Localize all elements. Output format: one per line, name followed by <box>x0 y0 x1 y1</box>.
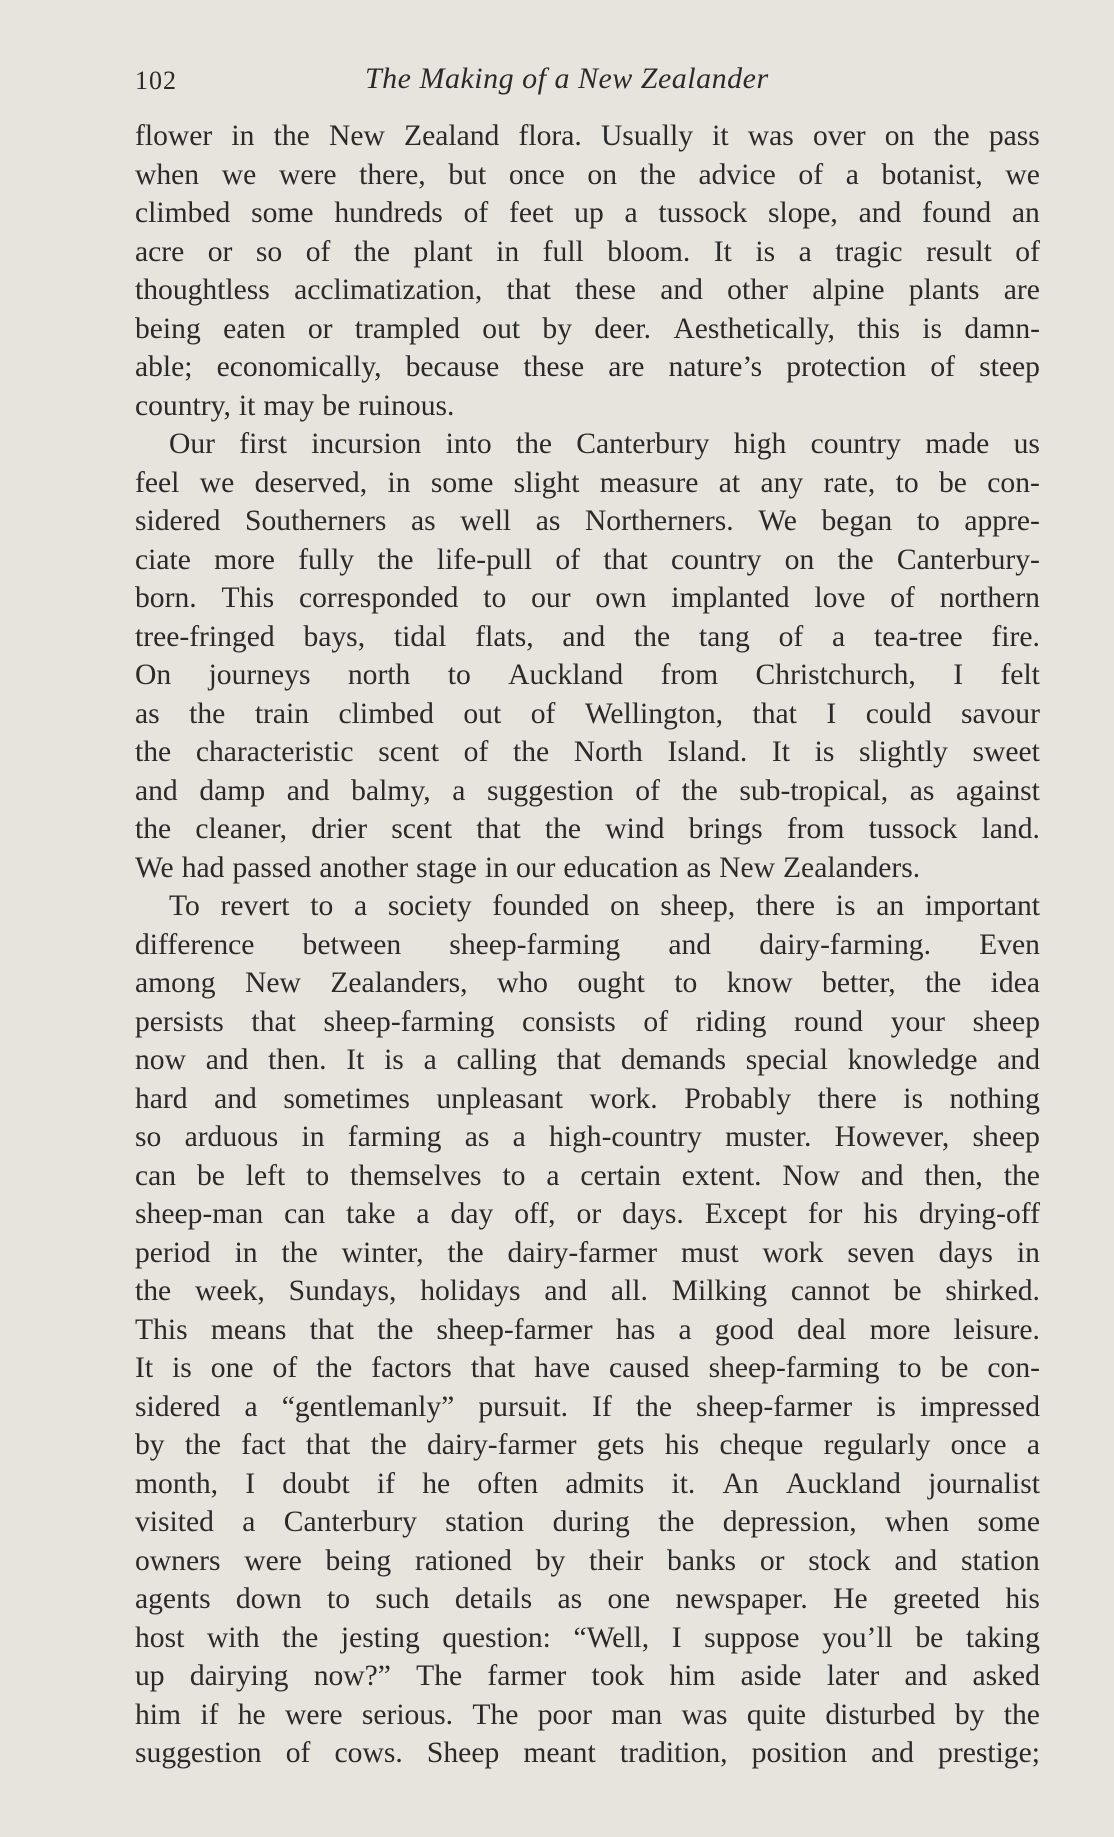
text-line: climbed some hundreds of feet up a tussock slope, and found an <box>135 197 1040 229</box>
text-line: up dairying now?” The farmer took him aside later and asked <box>135 1660 1040 1692</box>
text-line: the week, Sundays, holidays and all. Milking cannot be shirked. <box>135 1275 1040 1307</box>
text-line: the characteristic scent of the North Island. It is slightly sweet <box>135 736 1040 768</box>
text-line: To revert to a society founded on sheep, there is an important <box>169 890 1040 922</box>
text-line: the cleaner, drier scent that the wind brings from tussock land. <box>135 813 1040 845</box>
text-line: him if he were serious. The poor man was quite disturbed by the <box>135 1698 1040 1731</box>
text-line: host with the jesting question: “Well, I suppose you’ll be taking <box>135 1621 1040 1654</box>
text-line: On journeys north to Auckland from Christchurch, I felt <box>135 659 1040 691</box>
text-line: sheep-man can take a day off, or days. Except for his drying-off <box>135 1198 1040 1230</box>
text-line: ciate more fully the life-pull of that country on the Canterbury- <box>135 543 1040 576</box>
text-line: can be left to themselves to a certain extent. Now and then, the <box>135 1159 1040 1192</box>
body-text <box>135 117 1040 1773</box>
text-line: It is one of the factors that have caused sheep-farming to be con- <box>135 1352 1040 1384</box>
text-line: month, I doubt if he often admits it. An Auckland journalist <box>135 1467 1040 1500</box>
text-line: by the fact that the dairy-farmer gets his cheque regularly once a <box>135 1429 1040 1461</box>
text-line: This means that the sheep-farmer has a good deal more leisure. <box>135 1313 1040 1346</box>
text-line: hard and sometimes unpleasant work. Probably there is nothing <box>135 1082 1040 1115</box>
text-line: feel we deserved, in some slight measure at any rate, to be con- <box>135 466 1040 499</box>
text-line: being eaten or trampled out by deer. Aesthetically, this is damn- <box>135 312 1040 345</box>
text-line: when we were there, but once on the advice of a botanist, we <box>135 158 1040 191</box>
text-line: as the train climbed out of Wellington, that I could savour <box>135 697 1040 730</box>
text-line: and damp and balmy, a suggestion of the sub-tropical, as against <box>135 774 1040 807</box>
text-line: sidered Southerners as well as Northerners. We began to appre- <box>135 505 1040 537</box>
text-line: owners were being rationed by their banks or stock and station <box>135 1544 1040 1577</box>
text-line: difference between sheep-farming and dairy-farming. Even <box>135 928 1040 961</box>
text-line: We had passed another stage in our education as New Zealanders. <box>135 851 921 884</box>
book-title: The Making of a New Zealander <box>365 62 769 95</box>
text-line: persists that sheep-farming consists of riding round your sheep <box>135 1005 1040 1038</box>
text-line: able; economically, because these are nature’s protection of steep <box>135 351 1040 383</box>
text-line: visited a Canterbury station during the depression, when some <box>135 1506 1040 1538</box>
text-line: period in the winter, the dairy-farmer must work seven days in <box>135 1236 1040 1269</box>
text-line: born. This corresponded to our own implanted love of northern <box>135 582 1040 614</box>
text-line: tree-fringed bays, tidal flats, and the tang of a tea-tree fire. <box>135 620 1040 653</box>
text-line: sidered a “gentlemanly” pursuit. If the sheep-farmer is impressed <box>135 1390 1040 1423</box>
page-number: 102 <box>135 66 177 95</box>
running-head <box>135 62 1040 102</box>
text-line: among New Zealanders, who ought to know better, the idea <box>135 967 1040 999</box>
text-line: flower in the New Zealand flora. Usually it was over on the pass <box>135 120 1040 152</box>
text-line: so arduous in farming as a high-country muster. However, sheep <box>135 1121 1040 1153</box>
text-line: Our first incursion into the Canterbury high country made us <box>169 428 1040 460</box>
text-line: thoughtless acclimatization, that these and other alpine plants are <box>135 274 1040 306</box>
text-line: now and then. It is a calling that demands special knowledge and <box>135 1044 1040 1076</box>
text-line: agents down to such details as one newspaper. He greeted his <box>135 1583 1040 1615</box>
text-line: suggestion of cows. Sheep meant tradition, position and prestige; <box>135 1737 1040 1769</box>
text-line: acre or so of the plant in full bloom. It is a tragic result of <box>135 235 1040 268</box>
text-line: country, it may be ruinous. <box>135 389 455 422</box>
